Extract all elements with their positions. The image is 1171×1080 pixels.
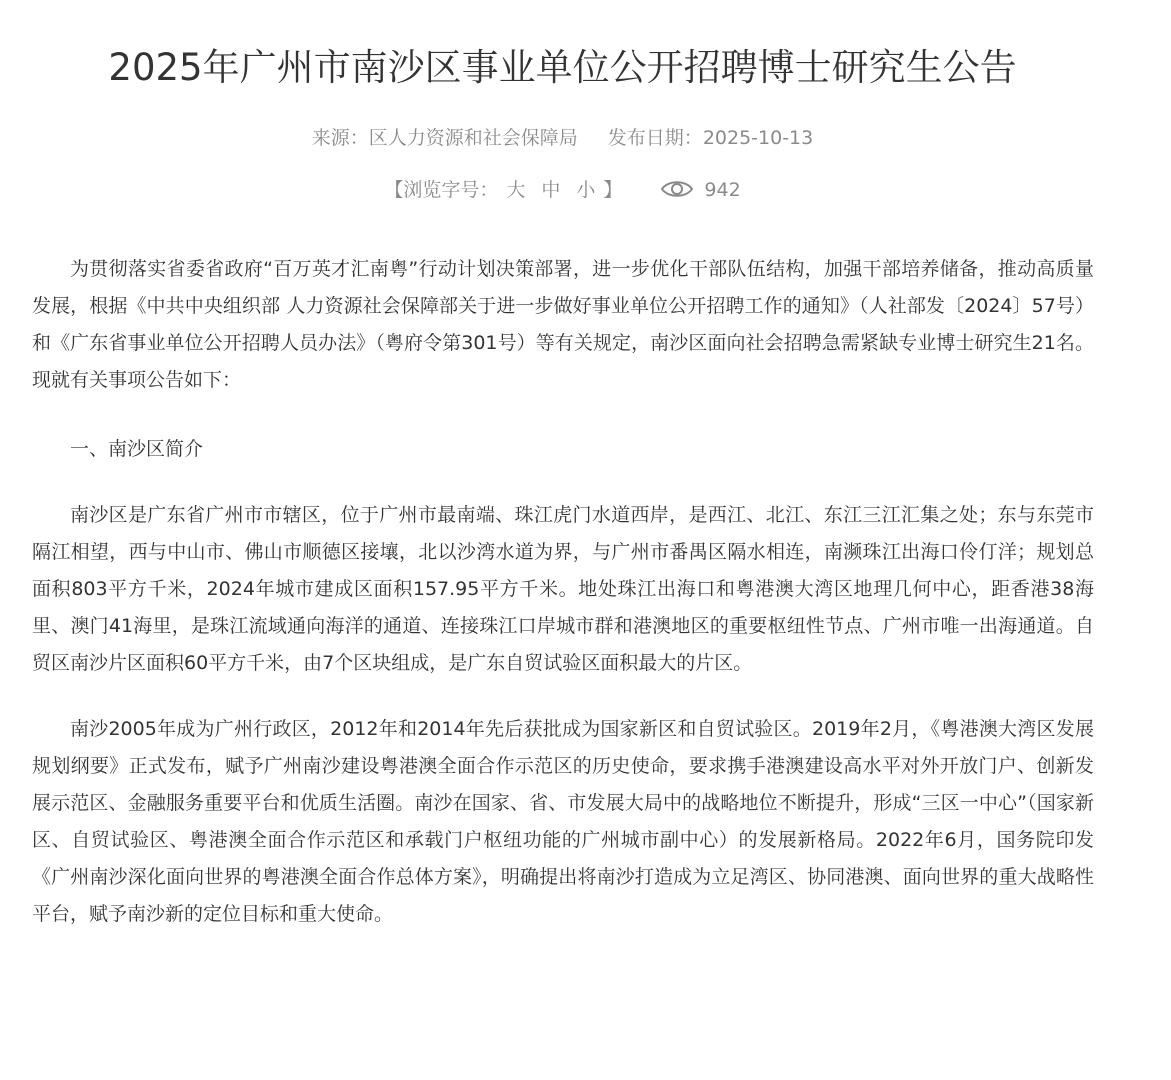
article-meta (0, 124, 1125, 152)
view-count: 942 (704, 179, 741, 201)
source-label: 来源： (311, 127, 369, 149)
article-tools (0, 176, 1125, 204)
page-title: 2025年广州市南沙区事业单位公开招聘博士研究生公告 (108, 46, 1017, 89)
font-size-medium-button[interactable]: 中 (541, 179, 561, 201)
date-label: 发布日期： (607, 127, 703, 149)
font-size-small-button[interactable]: 小 (576, 179, 596, 201)
body-paragraph: 南沙2005年成为广州行政区，2012年和2014年先后获批成为国家新区和自贸试验区。2019年2月，《粤港澳大湾区发展规划纲要》正式发布，赋予广州南沙建设粤港澳全面合作示范区的历史使命，要求携手港澳建设高水平对外开放门户、创新发展示范区、金融服务重要平台和优质生活圈。南沙在国家、省、市发展大局中的战略地位不断提升，形成“三区一中心”（国家新区、自贸试验区、粤港澳全面合作示范区和承载门户枢纽功能的广州城市副中心）的发展新格局。2022年6月，国务院印发《广州南沙深化面向世界的粤港澳全面合作总体方案》，明确提出将南沙打造成为立足湾区、协同港澳、面向世界的重大战略性平台，赋予南沙新的定位目标和重大使命。 (32, 718, 1094, 925)
intro-paragraph: 为贯彻落实省委省政府“百万英才汇南粤”行动计划决策部署，进一步优化干部队伍结构，加强干部培养储备，推动高质量发展，根据《中共中央组织部 人力资源社会保障部关于进一步做好事业单位公开招聘工作的通知》（人社部发〔2024〕57号）和《广东省事业单位公开招聘人员办法》（粤府令第301号）等有关规定，南沙区面向社会招聘急需紧缺专业博士研究生21名。现就有关事项公告如下： (32, 258, 1094, 391)
font-size-prefix: 【浏览字号： (384, 179, 499, 201)
font-size-large-button[interactable]: 大 (506, 179, 526, 201)
publish-date: 2025-10-13 (702, 127, 814, 149)
font-size-suffix: 】 (603, 179, 623, 201)
section-heading: 一、南沙区简介 (70, 438, 204, 460)
article-body (32, 251, 1094, 933)
body-paragraph: 南沙区是广东省广州市市辖区，位于广州市最南端、珠江虎门水道西岸，是西江、北江、东江三江汇集之处；东与东莞市隔江相望，西与中山市、佛山市顺德区接壤，北以沙湾水道为界，与广州市番禺区隔水相连，南濒珠江出海口伶仃洋；规划总面积803平方千米，2024年城市建成区面积157.95平方千米。地处珠江出海口和粤港澳大湾区地理几何中心，距香港38海里、澳门41海里，是珠江流域通向海洋的通道、连接珠江口岸城市群和港澳地区的重要枢纽性节点、广州市唯一出海通道。自贸区南沙片区面积60平方千米，由7个区块组成，是广东自贸试验区面积最大的片区。 (32, 504, 1094, 674)
source-value: 区人力资源和社会保障局 (368, 127, 578, 149)
eye-icon (660, 178, 694, 200)
